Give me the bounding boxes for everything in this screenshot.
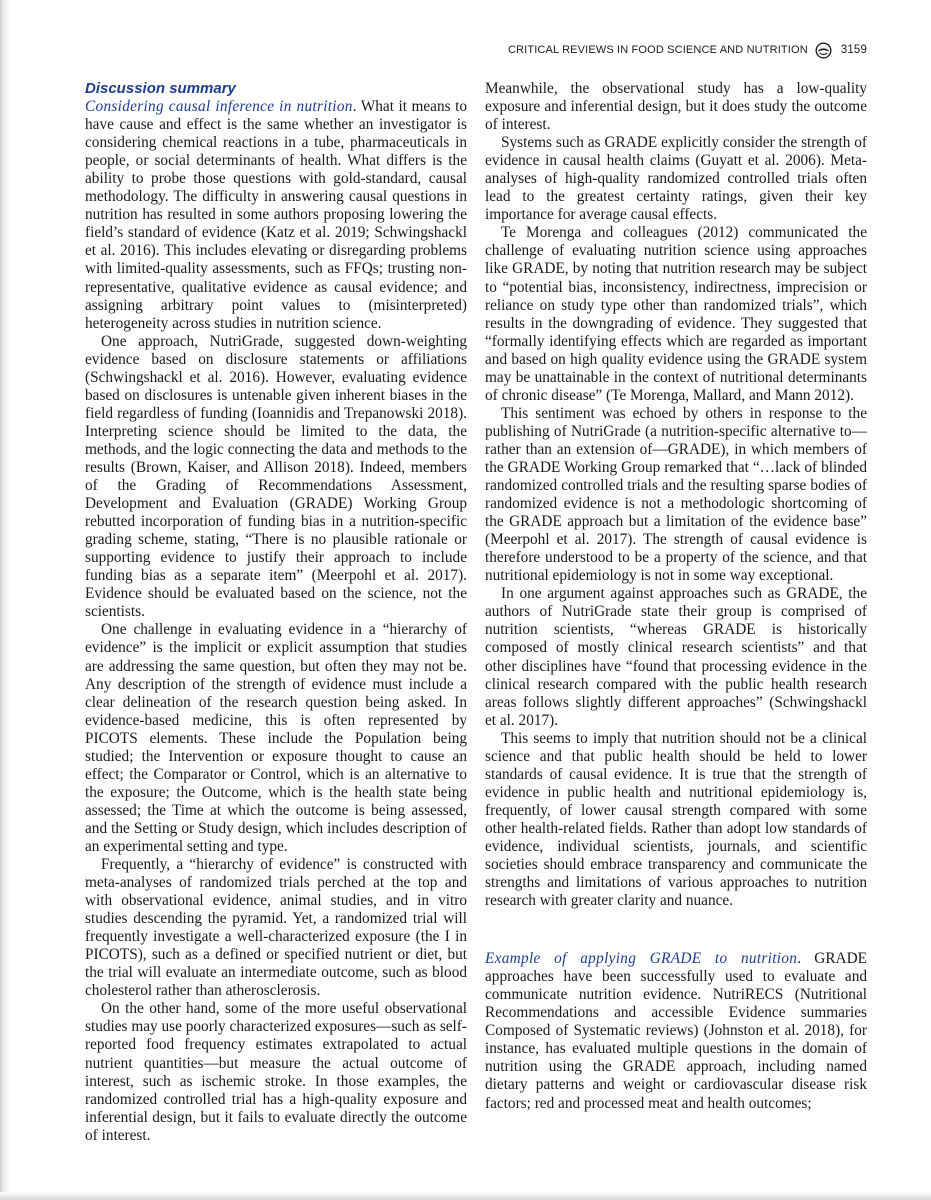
section-heading: Discussion summary: [85, 80, 236, 97]
paragraph: Systems such as GRADE explicitly consider the strength of evidence in causal health claims (Guyatt et al. 2006). Meta-analyses of high-quality randomized controlled trials often lead to the greatest certainty ratings, given their key importance for average causal effects.: [485, 134, 867, 224]
paragraph-text: . GRADE approaches have been successfully used to evaluate and communicate nutrition evidence. NutriRECS (Nutritional Recommendations and accessible Evidence summaries Composed of Systematic reviews) (Johnston et al. 2018), for instance, has evaluated multiple questions in the domain of nutrition using the GRADE approach, including named dietary patterns and weight or cardiovascular disease risk factors; red and processed meat and health outcomes;: [485, 950, 867, 1112]
paragraph: One approach, NutriGrade, suggested down-weighting evidence based on disclosure statements or affiliations (Schwingshackl et al. 2016). However, evaluating evidence based on disclosures is untenable given inherent biases in the field regardless of funding (Ioannidis and Trepanowski 2018). Interpreting science should be limited to the data, the methods, and the logic connecting the data and methods to the results (Brown, Kaiser, and Allison 2018). Indeed, members of the Grading of Recommendations Assessment, Development and Evaluation (GRADE) Working Group rebutted incorporation of funding bias in a nutrition-specific grading scheme, stating, “There is no plausible rationale or supporting evidence to justify their approach to include funding bias as a separate item” (Meerpohl et al. 2017). Evidence should be evaluated based on the science, not the scientists.: [85, 332, 467, 621]
right-column: [485, 80, 867, 1113]
page-bottom-shadow: [0, 1192, 931, 1200]
runin-heading: Considering causal inference in nutrition: [85, 98, 353, 116]
journal-title: CRITICAL REVIEWS IN FOOD SCIENCE AND NUTRITION: [507, 44, 808, 56]
paragraph-text: . What it means to have cause and effect is the same whether an investigator is considering chemical reactions in a tube, pharmaceuticals in people, or social determinants of health. What differs is the ability to probe those questions with gold-standard, causal methodology. The difficulty in answering causal questions in nutrition has resulted in some authors proposing lowering the field’s standard of evidence (Katz et al. 2019; Schwingshackl et al. 2016). This includes elevating or disregarding problems with limited-quality assessments, such as FFQs; trusting non-representative, qualitative evidence as causal evidence; and assigning arbitrary point values to (misinterpreted) heterogeneity across studies in nutrition science.: [85, 98, 467, 332]
paragraph: One challenge in evaluating evidence in a “hierarchy of evidence” is the implicit or explicit assumption that studies are addressing the same question, but often they may not be. Any description of the strength of evidence must include a clear delineation of the research question being asked. In evidence-based medicine, this is often represented by PICOTS elements. These include the Population being studied; the Intervention or exposure thought to cause an effect; the Comparator or Control, which is an alternative to the exposure; the Outcome, which is the health state being assessed; the Time at which the outcome is being assessed, and the Setting or Study design, which includes description of an experimental setting and type.: [85, 621, 467, 855]
runin-heading: Example of applying GRADE to nutrition: [485, 950, 798, 968]
left-column: [85, 80, 467, 1145]
page-number: 3159: [840, 44, 867, 56]
paragraph: On the other hand, some of the more useful observational studies may use poorly characterized exposures—such as self-reported food frequency estimates extrapolated to actual nutrient quantities—but measure the actual outcome of interest, such as ischemic stroke. In those examples, the randomized controlled trial has a high-quality exposure and inferential design, but it fails to evaluate directly the outcome of interest.: [85, 1000, 467, 1144]
section-gap: [485, 910, 867, 950]
paragraph: [485, 950, 867, 1112]
paragraph: [85, 98, 467, 333]
paragraph: Meanwhile, the observational study has a low-quality exposure and inferential design, but it does study the outcome of interest.: [485, 80, 867, 134]
journal-logo-icon: [815, 42, 832, 59]
paragraph: Frequently, a “hierarchy of evidence” is constructed with meta-analyses of randomized trials perched at the top and with observational evidence, animal studies, and in vitro studies descending the pyramid. Yet, a randomized trial will frequently investigate a well-characterized exposure (the I in PICOTS), such as a defined or specified nutrient or diet, but the trial will evaluate an intermediate outcome, such as blood cholesterol rather than atherosclerosis.: [85, 856, 467, 1000]
paragraph: In one argument against approaches such as GRADE, the authors of NutriGrade state their group is comprised of nutrition scientists, “whereas GRADE is historically composed of mostly clinical research scientists” and that other disciplines have “found that processing evidence in the clinical research compared with the public health research areas follows slightly different approaches” (Schwingshackl et al. 2017).: [485, 585, 867, 729]
page-left-shadow: [0, 0, 10, 1200]
running-header: [508, 40, 867, 60]
paragraph: Te Morenga and colleagues (2012) communicated the challenge of evaluating nutrition science using approaches like GRADE, by noting that nutrition research may be subject to “potential bias, inconsistency, indirectness, imprecision or reliance on study type other than randomized trials”, which results in the downgrading of evidence. They suggested that “formally identifying effects which are regarded as important and based on high quality evidence using the GRADE system may be unattainable in the context of nutritional determinants of chronic disease” (Te Morenga, Mallard, and Mann 2012).: [485, 224, 867, 404]
paragraph: This sentiment was echoed by others in response to the publishing of NutriGrade (a nutrition-specific alternative to—rather than an extension of—GRADE), in which members of the GRADE Working Group remarked that “…lack of blinded randomized controlled trials and the resulting sparse bodies of randomized evidence is not a methodologic shortcoming of the GRADE approach but a limitation of the evidence base” (Meerpohl et al. 2017). The strength of causal evidence is therefore understood to be a property of the science, and that nutritional epidemiology is not in some way exceptional.: [485, 404, 867, 585]
paragraph: This seems to imply that nutrition should not be a clinical science and that public health should be held to lower standards of causal evidence. It is true that the strength of evidence in public health and nutritional epidemiology is, frequently, of lower causal strength compared with some other health-related fields. Rather than adopt low standards of evidence, individual scientists, journals, and scientific societies should embrace transparency and communicate the strengths and limitations of various approaches to nutrition research with greater clarity and nuance.: [485, 729, 867, 910]
